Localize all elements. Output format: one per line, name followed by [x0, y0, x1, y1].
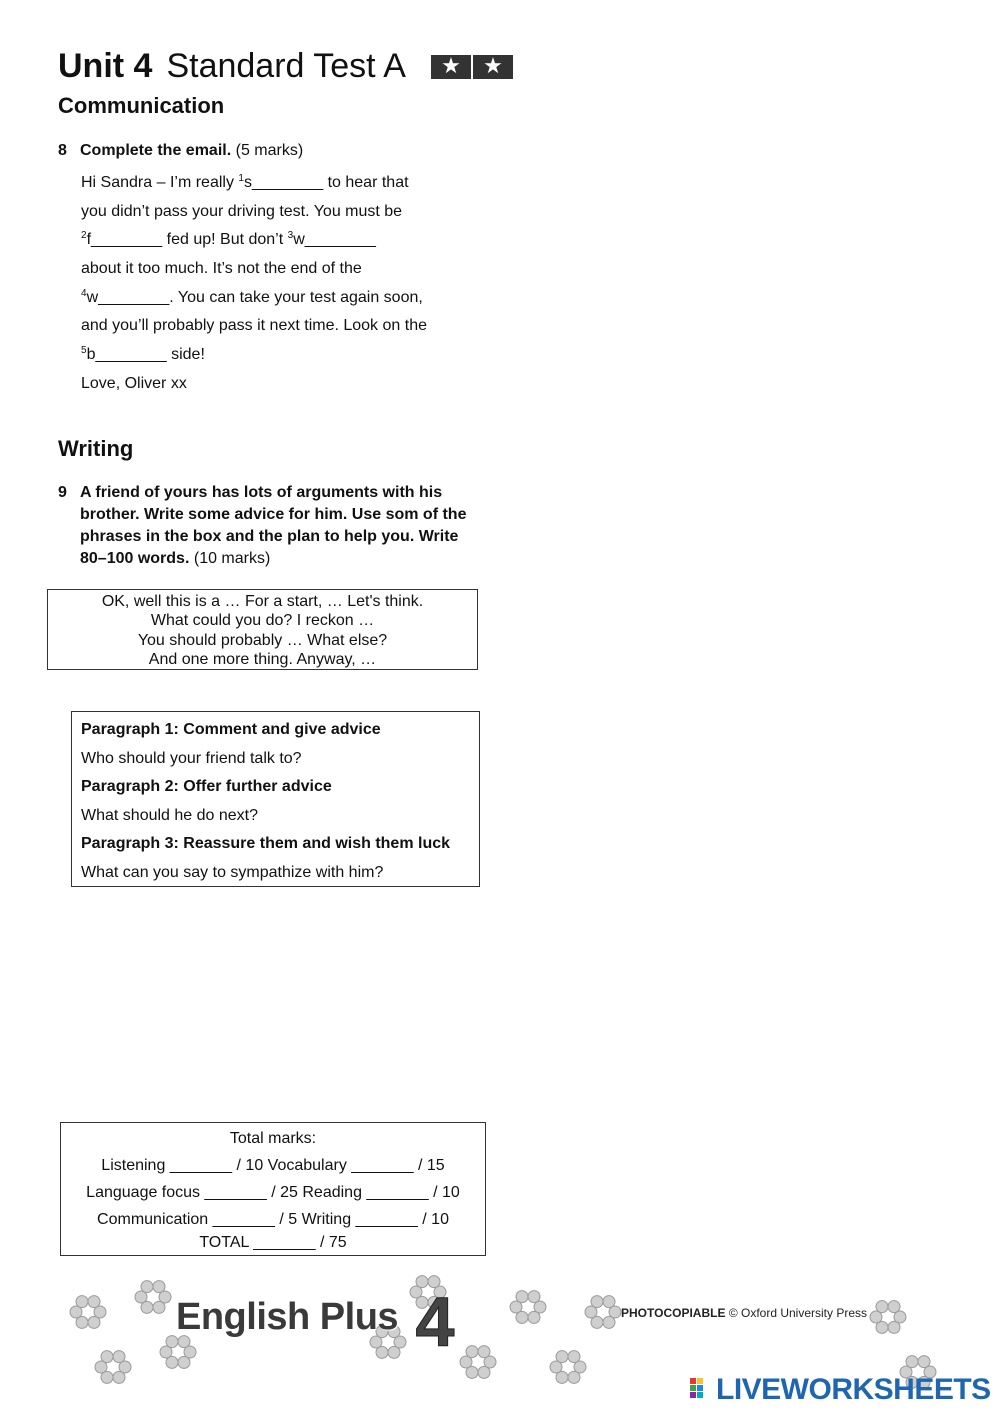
pattern-dot [568, 1371, 580, 1383]
test-name: Standard Test A [166, 47, 406, 85]
phrase-line: You should probably … What else? [137, 631, 388, 649]
liveworksheets-brand [690, 1372, 991, 1408]
pattern-dot [141, 1281, 153, 1293]
pattern-dot [568, 1351, 580, 1363]
plan-paragraph-heading: Paragraph 2: Offer further advice [81, 778, 332, 796]
pattern-dot [101, 1351, 113, 1363]
pattern-dot [528, 1311, 540, 1323]
svg-text:4: 4 [415, 1286, 455, 1356]
email-line: $^5$b________ side! [81, 345, 205, 364]
liveworksheets-logo-icon [690, 1378, 712, 1402]
pattern-dot [113, 1371, 125, 1383]
writing-heading: Writing [58, 436, 134, 461]
marks-title: Total marks: [229, 1130, 317, 1147]
pattern-dot [591, 1296, 603, 1308]
pattern-dot [88, 1316, 100, 1328]
phrase-line: What could you do? I reckon … [150, 612, 375, 630]
pattern-dot [388, 1346, 400, 1358]
pattern-dot [153, 1301, 165, 1313]
star-icon: ★ [471, 55, 513, 79]
pattern-dot [76, 1296, 88, 1308]
marks-row: Language focus _______ / 25 Reading _______ / 10 [86, 1184, 460, 1201]
email-line: Love, Oliver xx [81, 374, 187, 392]
pattern-dot [603, 1316, 615, 1328]
total-marks-box [60, 1122, 486, 1256]
pattern-dot [918, 1356, 930, 1368]
difficulty-stars [431, 55, 513, 79]
question-instruction: A friend of yours has lots of arguments with his brother. Write some advice for him. Use som of the phrases in the box and the plan to help you. Write 80–100 words. (10 marks) [80, 484, 467, 567]
level-number-logo [408, 1286, 462, 1356]
plan-paragraph-heading: Paragraph 1: Comment and give advice [81, 721, 381, 738]
plan-prompt: Who should your friend talk to? [81, 749, 302, 767]
pattern-dot [88, 1296, 100, 1308]
pattern-dot [516, 1291, 528, 1303]
question-8 [58, 140, 478, 162]
pattern-dot [466, 1346, 478, 1358]
pattern-dot [906, 1356, 918, 1368]
email-line: and you’ll probably pass it next time. Look on the [81, 317, 427, 335]
marks-row: TOTAL _______ / 75 [199, 1234, 347, 1251]
pattern-dot [888, 1321, 900, 1333]
email-line: $^4$w________. You can take your test again soon, [81, 287, 423, 306]
phrase-box [47, 589, 478, 670]
pattern-dot [178, 1356, 190, 1368]
pattern-dot [528, 1291, 540, 1303]
pattern-dot [888, 1301, 900, 1313]
pattern-dot [113, 1351, 125, 1363]
marks-row: Listening _______ / 10 Vocabulary _______ / 15 [101, 1157, 445, 1174]
plan-paragraph-heading: Paragraph 3: Reassure them and wish them luck [81, 835, 451, 853]
question-marks: (5 marks) [235, 142, 304, 159]
marks-row: Communication _______ / 5 Writing _______ / 10 [97, 1211, 449, 1228]
email-text [81, 169, 481, 399]
photocopiable-notice: PHOTOCOPIABLE © Oxford University Press [621, 1306, 868, 1320]
question-marks: (10 marks) [193, 550, 271, 567]
phrase-line: OK, well this is a … For a start, … Let's think. [101, 593, 424, 610]
english-plus-logo: English Plus [176, 1296, 399, 1338]
unit-label: Unit 4 [58, 47, 153, 85]
pattern-dot [478, 1366, 490, 1378]
plan-prompt: What can you say to sympathize with him? [81, 863, 384, 881]
liveworksheets-wordmark: LIVEWORKSHEETS [716, 1373, 991, 1406]
question-number: 9 [58, 484, 67, 501]
plan-prompt: What should he do next? [81, 806, 259, 824]
email-line: about it too much. It’s not the end of the [81, 260, 362, 278]
pattern-dot [603, 1296, 615, 1308]
writing-plan-box [71, 711, 480, 887]
page-title [58, 44, 406, 88]
email-line: you didn’t pass your driving test. You must be [81, 202, 403, 220]
communication-heading: Communication [58, 93, 225, 118]
question-number: 8 [58, 142, 67, 159]
pattern-dot [876, 1301, 888, 1313]
question-instruction: Complete the email. (5 marks) [80, 142, 304, 159]
star-icon: ★ [441, 54, 461, 79]
email-line: Hi Sandra – I’m really $^1$s________ to hear that [81, 173, 409, 191]
pattern-dot [556, 1351, 568, 1363]
question-9 [58, 482, 478, 572]
email-line: $^2$f________ fed up! But don’t $^3$w________ [81, 230, 376, 249]
pattern-dot [478, 1346, 490, 1358]
pattern-dot [153, 1281, 165, 1293]
phrase-line: And one more thing. Anyway, … [148, 650, 377, 668]
